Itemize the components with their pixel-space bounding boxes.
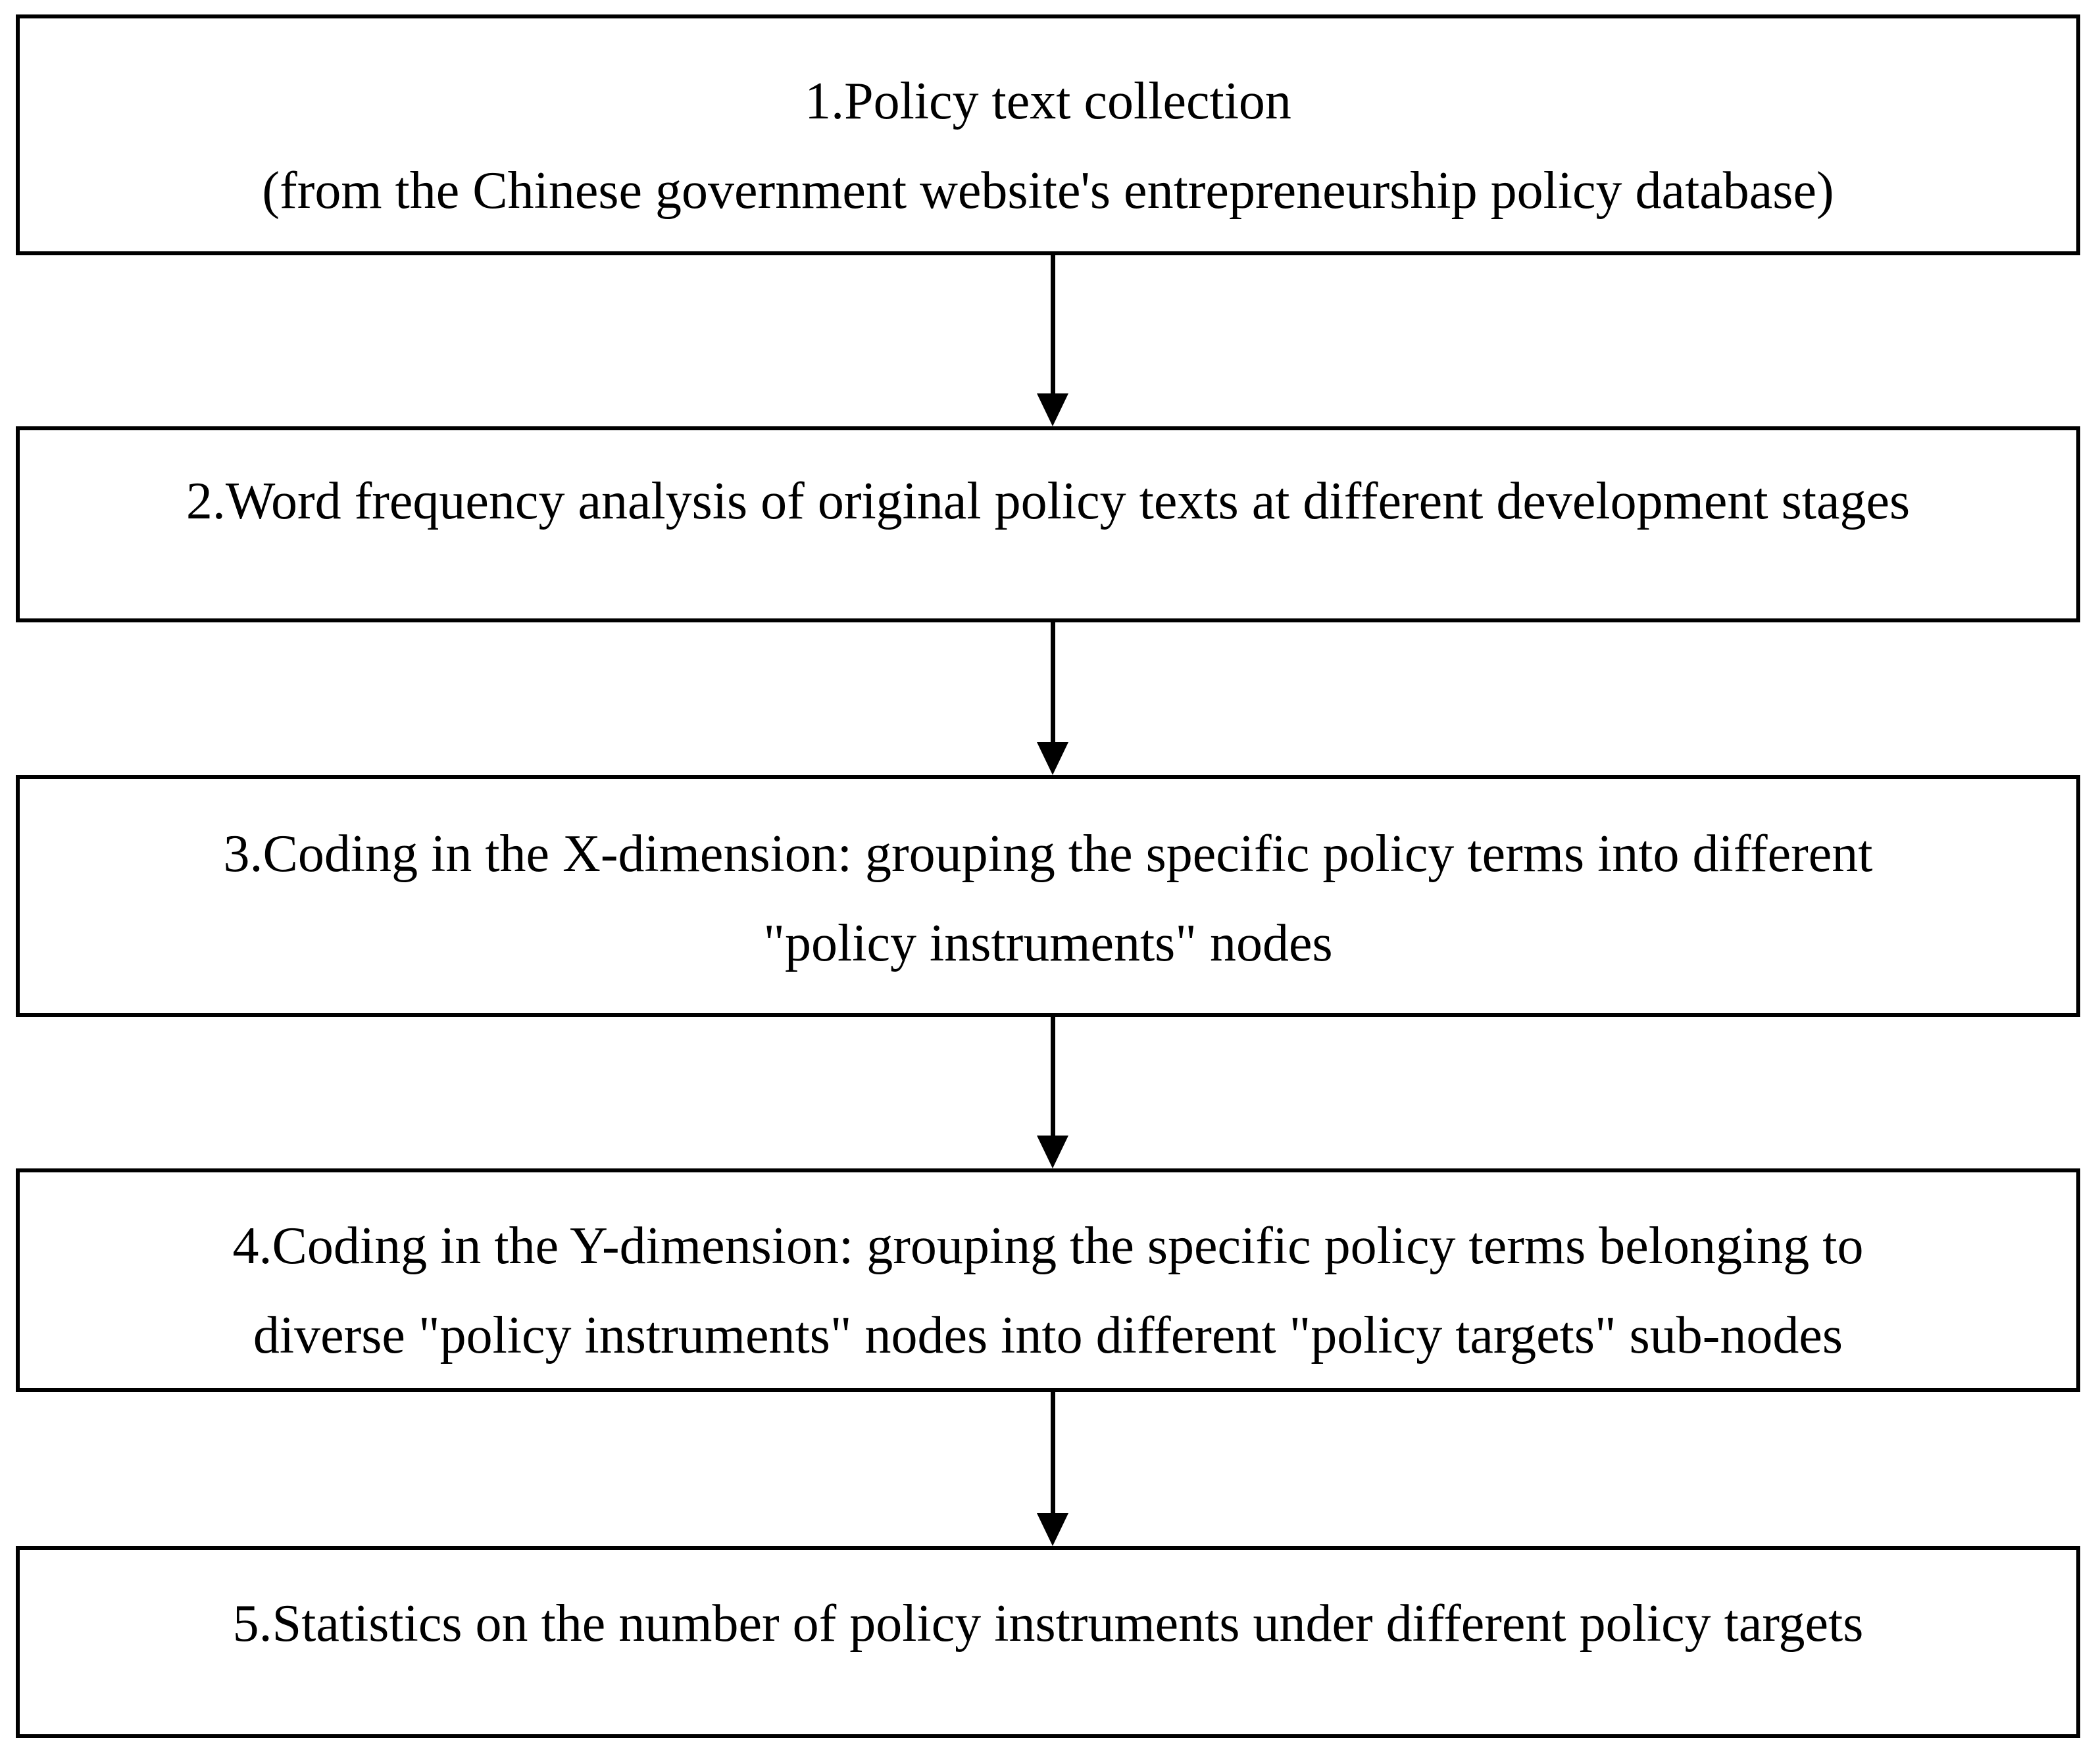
step-1-line-1: 1.Policy text collection [805, 72, 1291, 130]
step-4-line-2: diverse "policy instruments" nodes into different "policy targets" sub-nodes [253, 1307, 1843, 1364]
arrow-down-icon [1032, 255, 1074, 426]
step-3-line-2: "policy instruments" nodes [763, 914, 1333, 972]
step-2-line-1: 2.Word frequency analysis of original policy texts at different development stages [186, 472, 1911, 530]
step-1-line-2: (from the Chinese government website's entrepreneurship policy database) [262, 162, 1834, 220]
arrow-down-icon [1032, 1392, 1074, 1546]
step-4-line-1: 4.Coding in the Y-dimension: grouping the specific policy terms belonging to [232, 1217, 1864, 1275]
arrow-down-icon [1032, 1017, 1074, 1168]
step-3-line-1: 3.Coding in the X-dimension: grouping the specific policy terms into different [223, 825, 1873, 883]
step-1-policy-text-collection [16, 14, 2080, 255]
step-3-x-dimension-coding [16, 775, 2080, 1017]
step-5-statistics [16, 1546, 2080, 1738]
arrow-down-icon [1032, 622, 1074, 775]
step-5-line-1: 5.Statistics on the number of policy instruments under different policy targets [232, 1595, 1864, 1653]
step-4-y-dimension-coding [16, 1168, 2080, 1392]
step-2-word-frequency-analysis [16, 426, 2080, 622]
